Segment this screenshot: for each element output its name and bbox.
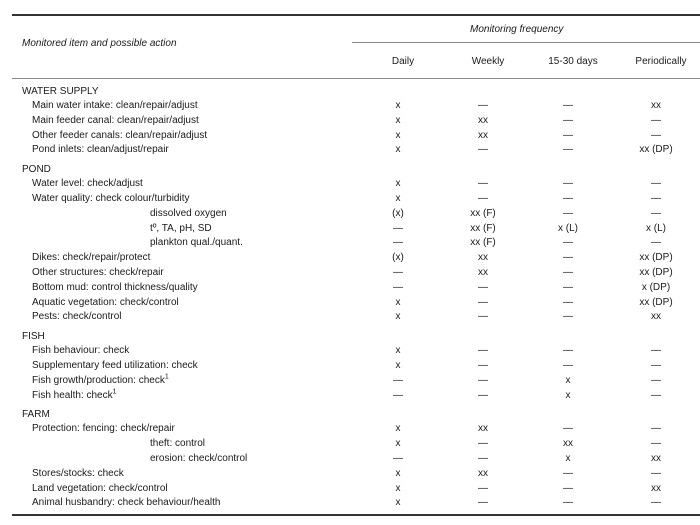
frequency-cell: —: [651, 345, 661, 357]
frequency-cell: —: [478, 374, 488, 386]
table-row: [0, 344, 700, 359]
row-label: [32, 359, 198, 374]
frequency-cell: —: [651, 423, 661, 435]
frequency-cell: —: [563, 467, 573, 479]
table-row: [0, 222, 700, 237]
frequency-cell: xx (F): [470, 222, 496, 234]
top-rule: [12, 14, 700, 16]
row-label-text: Pond inlets: clean/adjust/repair: [32, 144, 169, 156]
row-label: [32, 192, 189, 207]
row-label-text: Animal husbandry: check behaviour/health: [32, 497, 221, 509]
frequency-cell: x: [395, 467, 401, 479]
row-label-text: Other feeder canals: clean/repair/adjust: [32, 129, 208, 141]
frequency-cell: —: [651, 237, 661, 249]
frequency-cell: (x): [392, 207, 404, 219]
section-title: FISH: [22, 331, 45, 343]
frequency-cell: x: [395, 311, 401, 323]
frequency-cell: —: [563, 311, 573, 323]
group-rule: [352, 42, 700, 43]
column-header-weekly: Weekly: [471, 56, 505, 67]
table-row: [0, 482, 700, 497]
table-row: [0, 310, 700, 325]
frequency-cell: xx: [651, 311, 661, 323]
frequency-cell: x: [565, 389, 571, 401]
frequency-cell: —: [478, 345, 488, 357]
section-title: FARM: [22, 409, 50, 421]
frequency-cell: —: [478, 100, 488, 111]
table-row: [0, 359, 700, 374]
footnote-marker: 1: [164, 373, 169, 381]
frequency-group-header: Monitoring frequency: [470, 24, 564, 35]
frequency-cell: xx (DP): [639, 144, 673, 156]
frequency-cell: xx: [478, 467, 488, 479]
row-label: [32, 281, 198, 296]
frequency-cell: xx (F): [470, 237, 496, 249]
row-label: [32, 422, 175, 437]
table-body: [0, 84, 700, 511]
frequency-cell: x: [395, 359, 401, 371]
frequency-cell: x: [395, 482, 401, 494]
frequency-cell: x: [395, 423, 401, 435]
section-title: POND: [22, 164, 51, 176]
row-label-text: Dikes: check/repair/protect: [32, 252, 151, 264]
row-label: [32, 496, 220, 511]
row-label-text: Water quality: check colour/turbidity: [32, 192, 190, 204]
row-label-text: Fish growth/production: check: [32, 374, 165, 386]
frequency-cell: —: [563, 178, 573, 190]
frequency-cell: —: [393, 389, 403, 401]
frequency-cell: x: [395, 178, 401, 190]
row-label-text: Main feeder canal: clean/repair/adjust: [32, 114, 199, 126]
frequency-cell: x (L): [558, 222, 578, 234]
frequency-cell: xx: [478, 114, 488, 126]
frequency-cell: —: [563, 497, 573, 509]
row-label: [32, 310, 121, 325]
frequency-cell: x: [395, 497, 401, 509]
row-label-text: theft: control: [150, 438, 206, 450]
frequency-cell: —: [651, 192, 661, 204]
frequency-cell: —: [478, 497, 488, 509]
frequency-cell: —: [563, 207, 573, 219]
frequency-cell: x: [395, 438, 401, 450]
frequency-cell: xx (F): [470, 207, 496, 219]
frequency-cell: —: [478, 438, 488, 450]
frequency-cell: —: [478, 144, 488, 156]
table-row: [0, 143, 700, 158]
frequency-cell: —: [563, 114, 573, 126]
row-label-text: plankton qual./quant.: [150, 237, 243, 249]
frequency-cell: —: [563, 237, 573, 249]
frequency-cell: —: [563, 266, 573, 278]
frequency-cell: —: [563, 252, 573, 264]
frequency-cell: —: [478, 192, 488, 204]
frequency-cell: —: [563, 482, 573, 494]
row-label: [32, 114, 199, 129]
row-label-text: Protection: fencing: check/repair: [32, 423, 175, 435]
frequency-cell: —: [651, 497, 661, 509]
frequency-cell: —: [393, 374, 403, 386]
table-row: [0, 281, 700, 296]
bottom-rule: [12, 514, 700, 516]
frequency-cell: —: [393, 222, 403, 234]
frequency-cell: —: [651, 389, 661, 401]
frequency-cell: xx (DP): [639, 266, 673, 278]
frequency-cell: —: [393, 237, 403, 249]
frequency-cell: —: [478, 178, 488, 190]
column-header-periodically: Periodically: [635, 56, 687, 67]
row-label-text: erosion: check/control: [150, 452, 248, 464]
row-label-text: tº, TA, pH, SD: [150, 222, 212, 234]
table-row: [0, 114, 700, 129]
frequency-cell: —: [478, 281, 488, 293]
frequency-cell: —: [478, 482, 488, 494]
table-row: [0, 496, 700, 511]
frequency-cell: xx: [563, 438, 573, 450]
row-label-text: Pests: check/control: [32, 311, 122, 323]
table-row: [0, 177, 700, 192]
row-label: [32, 143, 169, 158]
frequency-cell: —: [563, 359, 573, 371]
frequency-cell: —: [651, 178, 661, 190]
row-label-text: dissolved oxygen: [150, 207, 227, 219]
frequency-cell: x: [395, 144, 401, 156]
footnote-marker: 1: [112, 388, 117, 396]
row-label-text: Other structures: check/repair: [32, 266, 164, 278]
row-label-text: Land vegetation: check/control: [32, 482, 168, 494]
frequency-cell: —: [393, 281, 403, 293]
table-row: [0, 236, 700, 251]
row-label: [150, 452, 247, 467]
frequency-cell: xx: [478, 129, 488, 141]
row-label: [32, 467, 124, 482]
frequency-cell: x: [565, 452, 571, 464]
frequency-cell: —: [563, 296, 573, 308]
row-label-text: Water level: check/adjust: [32, 178, 143, 190]
row-label-text: Stores/stocks: check: [32, 467, 124, 479]
row-label: [32, 266, 164, 281]
row-label: [32, 177, 143, 192]
row-label: [32, 374, 169, 389]
frequency-cell: —: [393, 452, 403, 464]
row-label-text: Main water intake: clean/repair/adjust: [32, 100, 198, 111]
header-rule: [12, 78, 700, 79]
table-row: [0, 266, 700, 281]
frequency-cell: x: [395, 129, 401, 141]
frequency-cell: —: [563, 129, 573, 141]
table-row: [0, 452, 700, 467]
row-label: [32, 344, 129, 359]
frequency-cell: xx: [478, 423, 488, 435]
frequency-cell: —: [563, 144, 573, 156]
table-row: [0, 389, 700, 404]
row-label: [32, 482, 168, 497]
table-row: [0, 296, 700, 311]
frequency-cell: x: [395, 192, 401, 204]
frequency-cell: xx: [478, 252, 488, 264]
frequency-cell: —: [478, 311, 488, 323]
frequency-cell: —: [651, 207, 661, 219]
frequency-cell: x (L): [646, 222, 666, 234]
row-label-text: Supplementary feed utilization: check: [32, 359, 198, 371]
frequency-cell: —: [563, 423, 573, 435]
frequency-cell: xx (DP): [639, 252, 673, 264]
frequency-cell: —: [651, 467, 661, 479]
frequency-cell: —: [651, 438, 661, 450]
column-header-15-30-days: 15-30 days: [548, 56, 598, 67]
frequency-cell: x (DP): [641, 281, 671, 293]
frequency-cell: x: [395, 296, 401, 308]
frequency-cell: x: [395, 345, 401, 357]
frequency-cell: —: [651, 374, 661, 386]
frequency-cell: xx: [478, 266, 488, 278]
row-label-text: Bottom mud: control thickness/quality: [32, 281, 198, 293]
frequency-cell: x: [565, 374, 571, 386]
frequency-cell: xx: [651, 482, 661, 494]
row-label: [32, 389, 117, 404]
row-label: [150, 207, 227, 222]
table-row: [0, 129, 700, 144]
row-label: [150, 236, 243, 251]
table-row: [0, 467, 700, 482]
frequency-cell: —: [478, 359, 488, 371]
frequency-cell: xx: [651, 100, 661, 111]
frequency-cell: x: [395, 100, 401, 111]
table-row: [0, 207, 700, 222]
table-row: [0, 251, 700, 266]
frequency-cell: xx: [651, 452, 661, 464]
table-row: [0, 99, 700, 114]
table-row: [0, 374, 700, 389]
frequency-cell: —: [651, 359, 661, 371]
frequency-cell: —: [563, 192, 573, 204]
column-header-daily: Daily: [391, 56, 415, 67]
row-label: [150, 437, 205, 452]
frequency-cell: —: [651, 129, 661, 141]
table-row: [0, 192, 700, 207]
frequency-cell: —: [478, 389, 488, 401]
frequency-cell: —: [478, 296, 488, 308]
frequency-cell: —: [651, 114, 661, 126]
row-label: [32, 129, 207, 144]
frequency-cell: x: [395, 114, 401, 126]
table-row: [0, 422, 700, 437]
row-label: [150, 222, 212, 237]
table-row: [0, 437, 700, 452]
frequency-cell: —: [393, 266, 403, 278]
row-label: [32, 99, 198, 114]
row-label-text: Aquatic vegetation: check/control: [32, 296, 179, 308]
frequency-cell: —: [563, 100, 573, 111]
frequency-cell: —: [563, 281, 573, 293]
row-label-text: Fish behaviour: check: [32, 345, 130, 357]
item-column-header: Monitored item and possible action: [22, 38, 177, 49]
frequency-cell: —: [478, 452, 488, 464]
frequency-cell: —: [563, 345, 573, 357]
row-label: [32, 251, 150, 266]
frequency-cell: xx (DP): [639, 296, 673, 308]
section-title: WATER SUPPLY: [22, 86, 99, 97]
row-label: [32, 296, 179, 311]
frequency-cell: (x): [392, 252, 404, 264]
row-label-text: Fish health: check: [32, 389, 113, 401]
